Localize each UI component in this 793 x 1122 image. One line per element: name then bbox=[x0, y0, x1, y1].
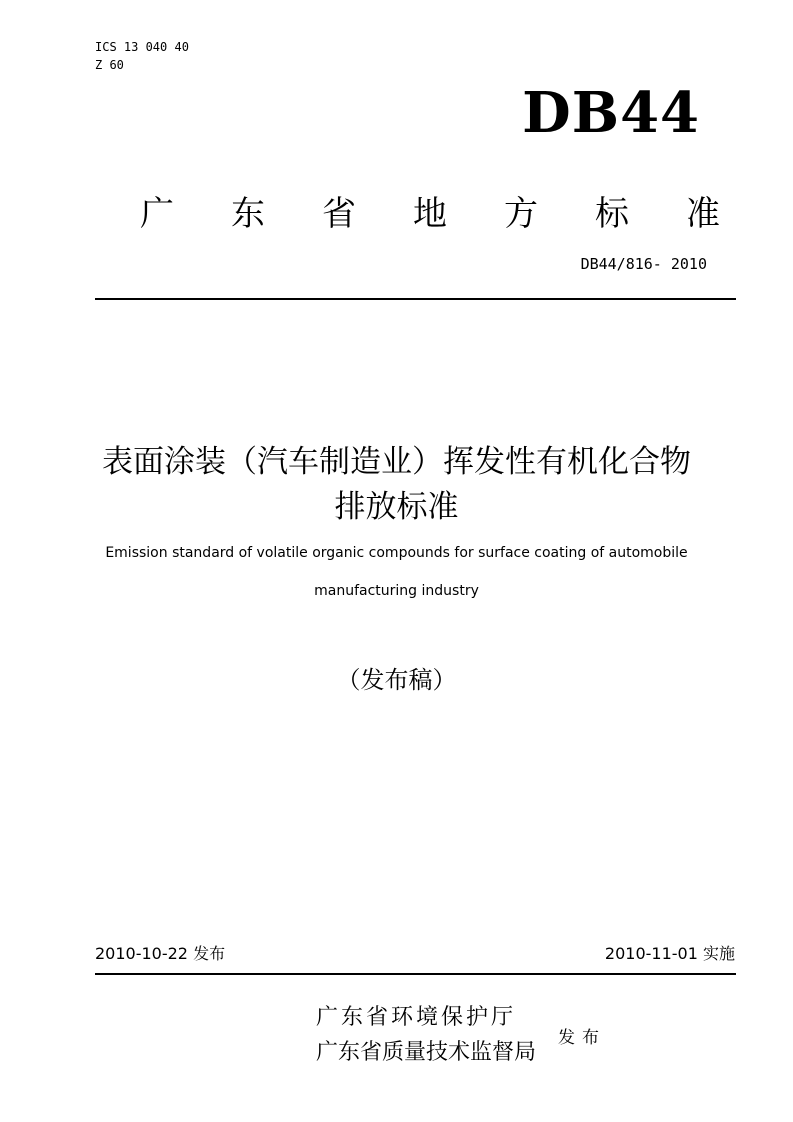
standard-type-char: 广 bbox=[140, 194, 174, 234]
standard-number: DB44/816- 2010 bbox=[580, 255, 707, 273]
standard-code: DB44 bbox=[522, 80, 700, 146]
title-chinese-line-1: 表面涂装（汽车制造业）挥发性有机化合物 bbox=[102, 444, 691, 480]
top-divider bbox=[95, 298, 736, 300]
title-english-line-2: manufacturing industry bbox=[314, 583, 479, 599]
standard-type-char: 省 bbox=[322, 194, 356, 234]
standard-type-char: 东 bbox=[231, 194, 265, 234]
standard-type-heading bbox=[140, 192, 720, 236]
title-english-line-1: Emission standard of volatile organic compounds for surface coating of automobile bbox=[105, 545, 688, 561]
publish-label: 发布 bbox=[558, 1028, 606, 1048]
issuer-quality-bureau: 广东省质量技术监督局 bbox=[316, 1040, 537, 1065]
issuer-environment-department: 广东省环境保护厅 bbox=[316, 1005, 517, 1030]
standard-type-char: 方 bbox=[504, 194, 538, 234]
draft-status-label: （发布稿） bbox=[336, 666, 457, 694]
ccs-code: Z 60 bbox=[95, 58, 124, 72]
issue-date: 2010-10-22 发布 bbox=[95, 944, 226, 963]
implementation-date: 2010-11-01 实施 bbox=[604, 944, 735, 963]
standard-type-char: 准 bbox=[686, 194, 720, 234]
ics-code: ICS 13 040 40 bbox=[95, 40, 189, 54]
bottom-divider bbox=[95, 973, 736, 975]
standard-type-char: 地 bbox=[413, 194, 447, 234]
standard-type-char: 标 bbox=[595, 194, 629, 234]
title-chinese-line-2: 排放标准 bbox=[334, 489, 459, 525]
